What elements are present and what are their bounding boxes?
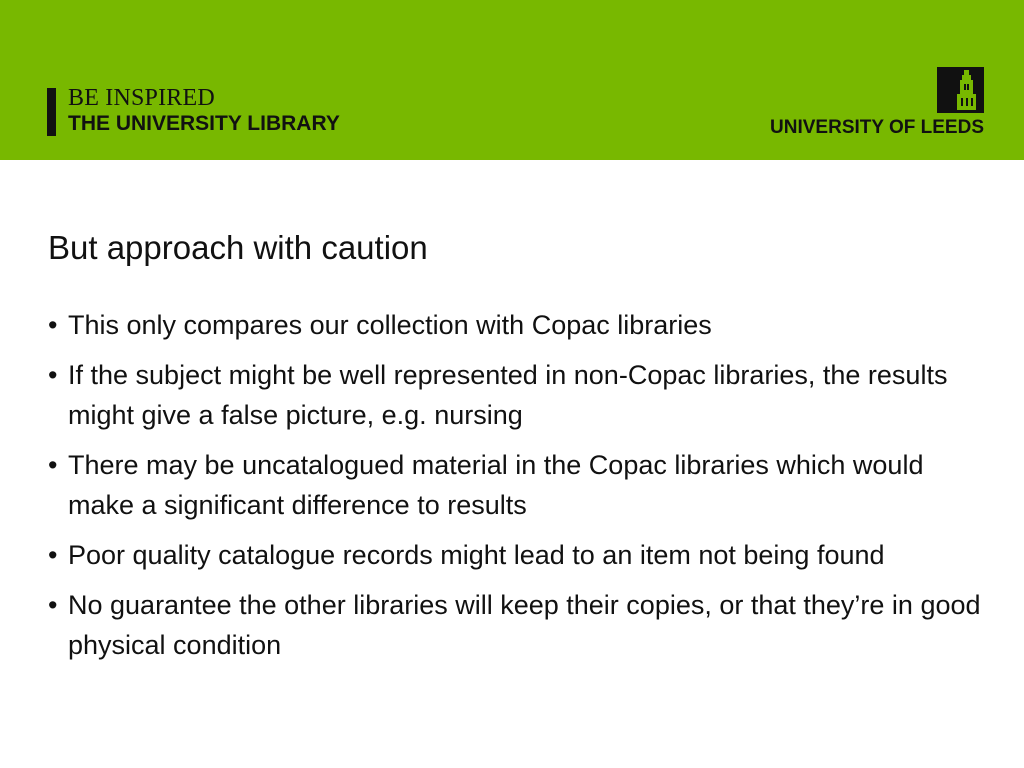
bullet-item: • This only compares our collection with Copac libraries <box>48 305 988 345</box>
brand-bar <box>47 88 56 136</box>
bullet-item: • There may be uncatalogued material in the Copac libraries which would make a significant difference to results <box>48 445 988 525</box>
header-banner <box>0 0 1024 160</box>
bullet-item: • Poor quality catalogue records might lead to an item not being found <box>48 535 988 575</box>
leeds-tower-crest-icon <box>937 67 984 113</box>
university-name: UNIVERSITY OF LEEDS <box>770 117 984 138</box>
bullet-item: • If the subject might be well represented in non-Copac libraries, the results might give a false picture, e.g. nursing <box>48 355 988 435</box>
bullet-list <box>48 305 988 675</box>
bullet-item: • No guarantee the other libraries will keep their copies, or that they’re in good physical condition <box>48 585 988 665</box>
brand-tagline: BE INSPIRED <box>68 85 215 111</box>
library-name: THE UNIVERSITY LIBRARY <box>68 112 340 135</box>
slide-title: But approach with caution <box>48 229 428 266</box>
